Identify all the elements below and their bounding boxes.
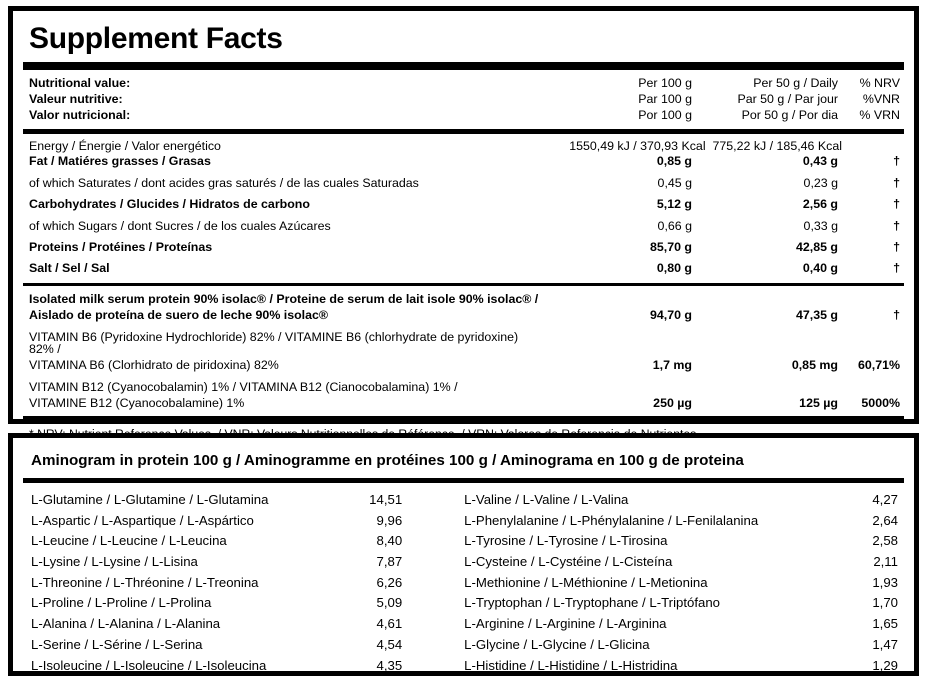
ingredient-per-50g: 0,85 mg [791, 358, 838, 373]
nutrient-label: Carbohydrates / Glucides / Hidratos de carbono [29, 197, 310, 212]
table-row [23, 493, 904, 514]
nutrient-label: of which Saturates / dont acides gras saturés / de las cuales Saturadas [29, 175, 419, 190]
table-row [23, 514, 904, 535]
table-row [23, 91, 904, 107]
ingredient-nrv [842, 331, 904, 360]
table-row [23, 617, 904, 638]
header-label-es: Valor nutricional: [29, 107, 131, 122]
amino-acid-name: L-Cysteine / L-Cystéine / L-Cisteína [464, 554, 673, 570]
column-spacer [402, 659, 454, 672]
table-row [23, 381, 904, 397]
energy-values [542, 140, 842, 155]
column-spacer [402, 617, 454, 638]
nrv-footnote: * NRV: Nutrient Reference Values. / VNR: Valeurs Nutritionnelles de Référence. / VRN: Valores de Referencia de Nutrientes. [29, 426, 700, 441]
nutrient-per-100g: 0,85 g [656, 154, 692, 169]
nutrient-nrv: † [893, 239, 900, 254]
amino-acid-value: 9,96 [376, 512, 403, 528]
nutrient-label: Proteins / Protéines / Proteínas [29, 239, 213, 254]
amino-acid-name: L-Valine / L-Valine / L-Valina [464, 491, 629, 507]
header-col1-fr: Par 100 g [638, 91, 692, 106]
column-spacer [402, 514, 454, 535]
nutrition-facts-panel [8, 6, 919, 441]
amino-acid-value: 1,93 [872, 574, 898, 590]
energy-per-100g: 1550,49 kJ / 370,93 Kcal [569, 138, 706, 153]
amino-acid-name: L-Aspartic / L-Aspartique / L-Aspártico [31, 512, 254, 528]
ingredient-rows [23, 286, 904, 416]
header-col3-fr: %VNR [862, 91, 900, 106]
nutrient-nrv: † [893, 197, 900, 212]
table-row [23, 107, 904, 123]
table-row [23, 309, 904, 330]
ingredient-per-50g: 47,35 g [795, 308, 838, 323]
ingredient-per-100g [542, 331, 692, 360]
ingredient-label: Aislado de proteína de suero de leche 90% isolac® [29, 308, 329, 323]
amino-acid-name: L-Tyrosine / L-Tyrosine / L-Tirosina [464, 533, 668, 549]
header-col3-es: % VRN [859, 107, 900, 122]
column-spacer [402, 596, 454, 617]
ingredient-nrv [842, 293, 904, 309]
amino-acid-value: 4,27 [872, 491, 898, 507]
energy-nrv [842, 140, 904, 155]
table-row [23, 177, 904, 198]
table-row [23, 155, 904, 176]
table-row [23, 293, 904, 309]
nutrient-per-50g: 42,85 g [795, 239, 838, 254]
nutrient-nrv: † [893, 175, 900, 190]
ingredient-nrv [842, 381, 904, 397]
table-row [23, 198, 904, 219]
ingredient-label: VITAMIN B6 (Pyridoxine Hydrochloride) 82% / VITAMINE B6 (chlorhydrate de pyridoxine) 82% / [29, 329, 519, 356]
ingredient-per-50g [692, 331, 842, 360]
header-col3-en: % NRV [859, 75, 900, 90]
nutrient-per-50g: 0,40 g [802, 261, 838, 276]
nutrient-label: Fat / Matiéres grasses / Grasas [29, 154, 211, 169]
amino-acid-value: 14,51 [369, 491, 403, 507]
amino-acid-name: L-Phenylalanine / L-Phénylalanine / L-Fenilalanina [464, 512, 759, 528]
table-row [23, 555, 904, 576]
amino-acid-value: 4,35 [376, 657, 403, 673]
amino-acid-value: 2,11 [873, 554, 898, 570]
table-row [23, 534, 904, 555]
nutrient-rows [23, 134, 904, 283]
column-spacer [402, 555, 454, 576]
table-row [23, 75, 904, 91]
table-row [23, 659, 904, 672]
nutrient-per-100g: 0,80 g [656, 261, 692, 276]
column-spacer [402, 534, 454, 555]
header-label-fr: Valeur nutritive: [29, 91, 123, 106]
ingredient-nrv: 5000% [861, 396, 900, 411]
amino-acid-name: L-Isoleucine / L-Isoleucine / L-Isoleucina [31, 657, 267, 673]
ingredient-per-50g: 125 µg [799, 396, 838, 411]
amino-acid-name: L-Histidine / L-Histidine / L-Histridina [464, 657, 678, 673]
amino-acid-value: 1,70 [872, 595, 898, 611]
amino-acid-value: 1,29 [872, 657, 898, 673]
amino-acid-value: 2,58 [872, 533, 898, 549]
nutrient-label: Salt / Sel / Sal [29, 261, 110, 276]
table-row [23, 397, 904, 411]
nutrient-nrv: † [893, 154, 900, 169]
amino-acid-value: 1,47 [872, 636, 898, 652]
energy-per-50g: 775,22 kJ / 185,46 Kcal [712, 138, 842, 153]
ingredient-per-100g: 94,70 g [649, 308, 692, 323]
nutrient-per-50g: 0,33 g [803, 218, 838, 233]
nutrient-label: of which Sugars / dont Sucres / de los cuales Azúcares [29, 218, 331, 233]
divider-under-aminogram-title [23, 478, 904, 483]
table-row [23, 638, 904, 659]
amino-acid-value: 4,54 [376, 636, 403, 652]
nutrient-per-50g: 2,56 g [802, 197, 838, 212]
nutrient-per-100g: 5,12 g [656, 197, 692, 212]
amino-acid-name: L-Methionine / L-Méthionine / L-Metionina [464, 574, 708, 590]
ingredient-per-100g: 1,7 mg [652, 358, 692, 373]
table-row-energy [23, 140, 904, 155]
header-col2-en: Per 50 g / Daily [753, 75, 838, 90]
amino-acid-name: L-Tryptophan / L-Tryptophane / L-Triptófano [464, 595, 720, 611]
amino-acid-name: L-Lysine / L-Lysine / L-Lisina [31, 554, 198, 570]
aminogram-title: Aminogram in protein 100 g / Aminogramme en protéines 100 g / Aminograma en 100 g de proteina [31, 452, 744, 469]
table-row [23, 596, 904, 617]
table-row [23, 241, 904, 262]
ingredient-nrv: † [893, 308, 900, 323]
amino-acid-name: L-Glycine / L-Glycine / L-Glicina [464, 636, 650, 652]
amino-acid-name: L-Alanina / L-Alanina / L-Alanina [31, 616, 221, 632]
table-row [23, 331, 904, 360]
amino-acid-name: L-Glutamine / L-Glutamine / L-Glutamina [31, 491, 269, 507]
nutrient-per-100g: 0,66 g [657, 218, 692, 233]
amino-acid-name: L-Arginine / L-Arginine / L-Arginina [464, 616, 667, 632]
nutrient-per-100g: 85,70 g [649, 239, 692, 254]
amino-acid-name: L-Serine / L-Sérine / L-Serina [31, 636, 203, 652]
table-row [23, 576, 904, 597]
header-col2-fr: Par 50 g / Par jour [737, 91, 838, 106]
ingredient-per-50g [692, 293, 842, 309]
amino-acid-name: L-Proline / L-Proline / L-Prolina [31, 595, 212, 611]
page-title: Supplement Facts [29, 22, 283, 55]
column-spacer [402, 576, 454, 597]
header-col2-es: Por 50 g / Por dia [741, 107, 838, 122]
header-col1-en: Per 100 g [638, 75, 692, 90]
amino-acid-value: 2,64 [872, 512, 898, 528]
ingredient-label: VITAMINE B12 (Cyanocobalamine) 1% [29, 396, 245, 411]
amino-acid-name: L-Leucine / L-Leucine / L-Leucina [31, 533, 227, 549]
amino-acid-value: 4,61 [376, 616, 403, 632]
divider-under-title [23, 62, 904, 70]
column-spacer [402, 493, 454, 514]
nutrient-label: Energy / Énergie / Valor energético [29, 138, 221, 153]
amino-acid-value: 7,87 [376, 554, 403, 570]
table-row [23, 262, 904, 277]
amino-acid-name: L-Threonine / L-Thréonine / L-Treonina [31, 574, 259, 590]
nutrient-per-50g: 0,23 g [803, 175, 838, 190]
column-spacer [402, 638, 454, 659]
ingredient-label: Isolated milk serum protein 90% isolac® / Proteine de serum de lait isole 90% isolac® / [29, 291, 539, 306]
ingredient-label: VITAMIN B12 (Cyanocobalamin) 1% / VITAMINA B12 (Cianocobalamina) 1% / [29, 379, 458, 394]
aminogram-panel [8, 433, 919, 676]
amino-acid-value: 6,26 [376, 574, 403, 590]
ingredient-nrv: 60,71% [857, 358, 900, 373]
amino-acid-value: 1,65 [872, 616, 898, 632]
header-label-en: Nutritional value: [29, 75, 131, 90]
ingredient-label: VITAMINA B6 (Clorhidrato de piridoxina) 82% [29, 358, 279, 373]
amino-acid-value: 5,09 [376, 595, 403, 611]
amino-acid-value: 8,40 [376, 533, 403, 549]
nutrient-nrv: † [893, 261, 900, 276]
aminogram-table [23, 493, 904, 672]
table-row [23, 220, 904, 241]
ingredient-per-100g [542, 381, 692, 397]
table-row [23, 359, 904, 380]
ingredient-per-100g: 250 µg [653, 396, 692, 411]
column-header-block [23, 70, 904, 129]
nutrient-per-100g: 0,45 g [657, 175, 692, 190]
header-col1-es: Por 100 g [638, 107, 692, 122]
ingredient-per-100g [542, 293, 692, 309]
nutrient-nrv: † [893, 218, 900, 233]
nutrient-per-50g: 0,43 g [802, 154, 838, 169]
ingredient-per-50g [692, 381, 842, 397]
